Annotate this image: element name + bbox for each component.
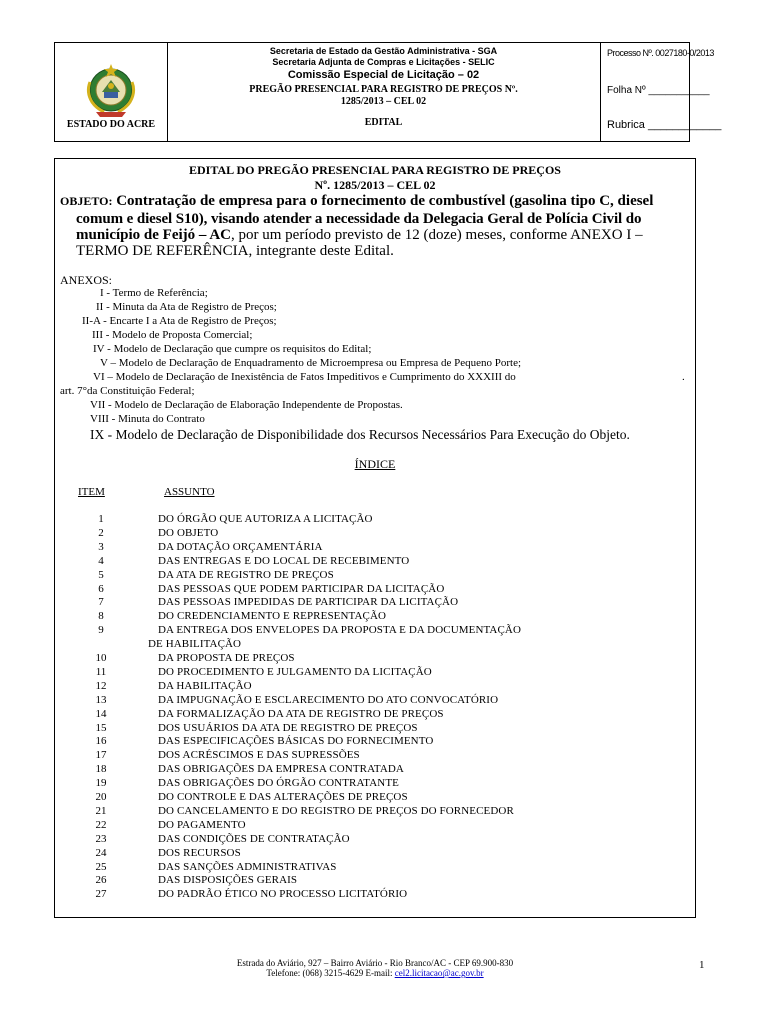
indice-item-subject: DO CONTROLE E DAS ALTERAÇÕES DE PREÇOS bbox=[158, 791, 408, 803]
pregao-title-line1: PREGÃO PRESENCIAL PARA REGISTRO DE PREÇOS Nº. bbox=[249, 84, 518, 95]
header-process-cell bbox=[601, 43, 722, 141]
anexo-item: VI – Modelo de Declaração de Inexistência de Fatos Impeditivos e Cumprimento do XXXIII do bbox=[93, 371, 516, 383]
indice-item-number: 20 bbox=[95, 791, 107, 803]
indice-item-number: 10 bbox=[95, 652, 107, 664]
indice-item-number: 1 bbox=[98, 513, 104, 525]
indice-item-number: 15 bbox=[95, 721, 107, 734]
indice-item-number: 25 bbox=[95, 860, 107, 873]
indice-item-number: 19 bbox=[95, 777, 107, 790]
indice-item-number: 9 bbox=[98, 624, 104, 637]
secretaria-title: Secretaria de Estado da Gestão Administrativa - SGA bbox=[269, 46, 498, 56]
indice-item-number: 23 bbox=[95, 832, 107, 845]
indice-item-number: 5 bbox=[98, 568, 104, 581]
indice-item-subject: DAS PESSOAS QUE PODEM PARTICIPAR DA LICITAÇÃO bbox=[158, 582, 445, 595]
coat-of-arms-acre-icon bbox=[82, 62, 140, 120]
anexo-item: II-A - Encarte I a Ata de Registro de Preços; bbox=[82, 315, 277, 327]
indice-item-subject: DO ÓRGÃO QUE AUTORIZA A LICITAÇÃO bbox=[158, 513, 373, 525]
indice-item-subject: DOS ACRÉSCIMOS E DAS SUPRESSÕES bbox=[158, 749, 360, 762]
indice-item-subject: DAS PESSOAS IMPEDIDAS DE PARTICIPAR DA LICITAÇÃO bbox=[158, 596, 459, 609]
indice-item-subject: DAS OBRIGAÇÕES DO ÓRGÃO CONTRATANTE bbox=[158, 777, 399, 790]
indice-item-number: 24 bbox=[95, 846, 107, 859]
indice-item-subject: DA HABILITAÇÃO bbox=[158, 679, 252, 692]
objeto-line3: município de Feijó – AC, por um período previsto de 12 (doze) meses, conforme ANEXO I – bbox=[76, 227, 643, 243]
anexo-item: V – Modelo de Declaração de Enquadramento de Microempresa ou Empresa de Pequeno Porte; bbox=[100, 357, 522, 369]
indice-item-subject: DO PADRÃO ÉTICO NO PROCESSO LICITATÓRIO bbox=[158, 888, 408, 901]
indice-item-subject: DA ATA DE REGISTRO DE PREÇOS bbox=[158, 568, 334, 581]
indice-item-number: 22 bbox=[95, 818, 107, 831]
indice-item-subject: DE HABILITAÇÃO bbox=[148, 638, 242, 651]
indice-item-subject: DOS RECURSOS bbox=[158, 846, 241, 859]
indice-item-subject: DO PAGAMENTO bbox=[158, 818, 246, 831]
anexo-item: VIII - Minuta do Contrato bbox=[90, 413, 205, 425]
indice-item-number: 6 bbox=[98, 582, 104, 595]
indice-item-subject: DO OBJETO bbox=[158, 526, 219, 539]
indice-item-number: 11 bbox=[95, 665, 107, 678]
indice-item-number: 4 bbox=[98, 554, 104, 567]
indice-item-number: 18 bbox=[95, 763, 107, 776]
header-crest-cell bbox=[55, 43, 168, 141]
footer-contact: Telefone: (068) 3215-4629 E-mail: cel2.licitacao@ac.gov.br bbox=[266, 968, 484, 978]
indice-item-subject: DO CREDENCIAMENTO E REPRESENTAÇÃO bbox=[158, 610, 387, 623]
indice-item-subject: DAS ENTREGAS E DO LOCAL DE RECEBIMENTO bbox=[158, 554, 410, 567]
indice-item-subject: DOS USUÁRIOS DA ATA DE REGISTRO DE PREÇOS bbox=[158, 721, 418, 734]
indice-item-subject: DAS DISPOSIÇÕES GERAIS bbox=[158, 874, 298, 887]
indice-item-number: 2 bbox=[98, 526, 104, 539]
document-title-line1: EDITAL DO PREGÃO PRESENCIAL PARA REGISTRO DE PREÇOS bbox=[189, 163, 561, 177]
indice-item-number: 27 bbox=[95, 888, 107, 901]
indice-item-number: 14 bbox=[95, 707, 107, 720]
email-link[interactable]: cel2.licitacao@ac.gov.br bbox=[394, 968, 484, 978]
processo-number: Processo Nº. 0027180-0/2013 bbox=[607, 48, 714, 58]
anexo-item: IV - Modelo de Declaração que cumpre os requisitos do Edital; bbox=[93, 343, 372, 355]
indice-item-number: 3 bbox=[98, 540, 104, 553]
indice-item-subject: DO PROCEDIMENTO E JULGAMENTO DA LICITAÇÃO bbox=[158, 665, 432, 678]
anexo-dot: . bbox=[682, 371, 685, 383]
indice-item-subject: DA PROPOSTA DE PREÇOS bbox=[158, 652, 295, 664]
indice-item-number: 26 bbox=[95, 874, 107, 887]
anexo-item: II - Minuta da Ata de Registro de Preços; bbox=[96, 301, 277, 313]
indice-item-subject: DA ENTREGA DOS ENVELOPES DA PROPOSTA E DA DOCUMENTAÇÃO bbox=[158, 624, 522, 637]
indice-item-subject: DA FORMALIZAÇÃO DA ATA DE REGISTRO DE PREÇOS bbox=[158, 707, 444, 720]
indice-item-number: 12 bbox=[95, 679, 107, 692]
edital-label: EDITAL bbox=[364, 117, 403, 128]
page-number: 1 bbox=[699, 959, 705, 971]
indice-item-number: 7 bbox=[98, 596, 104, 609]
state-name: ESTADO DO ACRE bbox=[66, 119, 156, 130]
indice-item-number: 17 bbox=[95, 749, 107, 762]
indice-title: ÍNDICE bbox=[354, 457, 396, 471]
rubrica-field: Rubrica ____________ bbox=[607, 119, 722, 131]
anexo-item: IX - Modelo de Declaração de Disponibilidade dos Recursos Necessários Para Execução do Objeto. bbox=[90, 427, 630, 442]
indice-item-number: 21 bbox=[95, 804, 107, 817]
indice-item-subject: DO CANCELAMENTO E DO REGISTRO DE PREÇOS DO FORNECEDOR bbox=[158, 804, 514, 817]
indice-item-number: 8 bbox=[98, 610, 104, 623]
comissao-title: Comissão Especial de Licitação – 02 bbox=[287, 69, 480, 81]
secretaria-adjunta-title: Secretaria Adjunta de Compras e Licitações - SELIC bbox=[272, 57, 495, 67]
indice-item-subject: DAS ESPECIFICAÇÕES BÁSICAS DO FORNECIMENTO bbox=[158, 735, 434, 748]
objeto-label: OBJETO: bbox=[60, 194, 113, 208]
pregao-title-line2: 1285/2013 – CEL 02 bbox=[340, 96, 427, 107]
indice-item-number: 13 bbox=[95, 693, 107, 706]
column-item-header: ITEM bbox=[78, 486, 105, 498]
column-assunto-header: ASSUNTO bbox=[164, 486, 215, 498]
objeto-line4: TERMO DE REFERÊNCIA, integrante deste Edital. bbox=[76, 243, 394, 259]
anexos-label: ANEXOS: bbox=[60, 273, 113, 287]
anexo-item: III - Modelo de Proposta Comercial; bbox=[92, 329, 253, 341]
objeto-line2: comum e diesel S10), visando atender a necessidade da Delegacia Geral de Polícia Civil do bbox=[76, 211, 642, 227]
indice-item-subject: DA DOTAÇÃO ORÇAMENTÁRIA bbox=[158, 540, 323, 553]
document-title-line2: Nº. 1285/2013 – CEL 02 bbox=[314, 178, 436, 192]
folha-field: Folha Nº ___________ bbox=[607, 85, 710, 96]
footer-address: Estrada do Aviário, 927 – Bairro Aviário - Rio Branco/AC - CEP 69.900-830 bbox=[236, 958, 514, 968]
indice-item-number: 16 bbox=[95, 735, 107, 748]
anexo-item: VII - Modelo de Declaração de Elaboração Independente de Propostas. bbox=[90, 399, 403, 411]
indice-item-subject: DAS OBRIGAÇÕES DA EMPRESA CONTRATADA bbox=[158, 763, 404, 776]
anexo-item: art. 7°da Constituição Federal; bbox=[60, 385, 195, 397]
indice-item-subject: DA IMPUGNAÇÃO E ESCLARECIMENTO DO ATO CONVOCATÓRIO bbox=[158, 693, 499, 706]
header-title-cell bbox=[167, 43, 601, 141]
objeto-line1: OBJETO: Contratação de empresa para o fornecimento de combustível (gasolina tipo C, diesel bbox=[60, 193, 654, 209]
anexo-item: I - Termo de Referência; bbox=[100, 287, 208, 299]
indice-item-subject: DAS SANÇÕES ADMINISTRATIVAS bbox=[158, 860, 337, 873]
document-header bbox=[54, 42, 722, 142]
indice-item-subject: DAS CONDIÇÕES DE CONTRATAÇÃO bbox=[158, 832, 350, 845]
